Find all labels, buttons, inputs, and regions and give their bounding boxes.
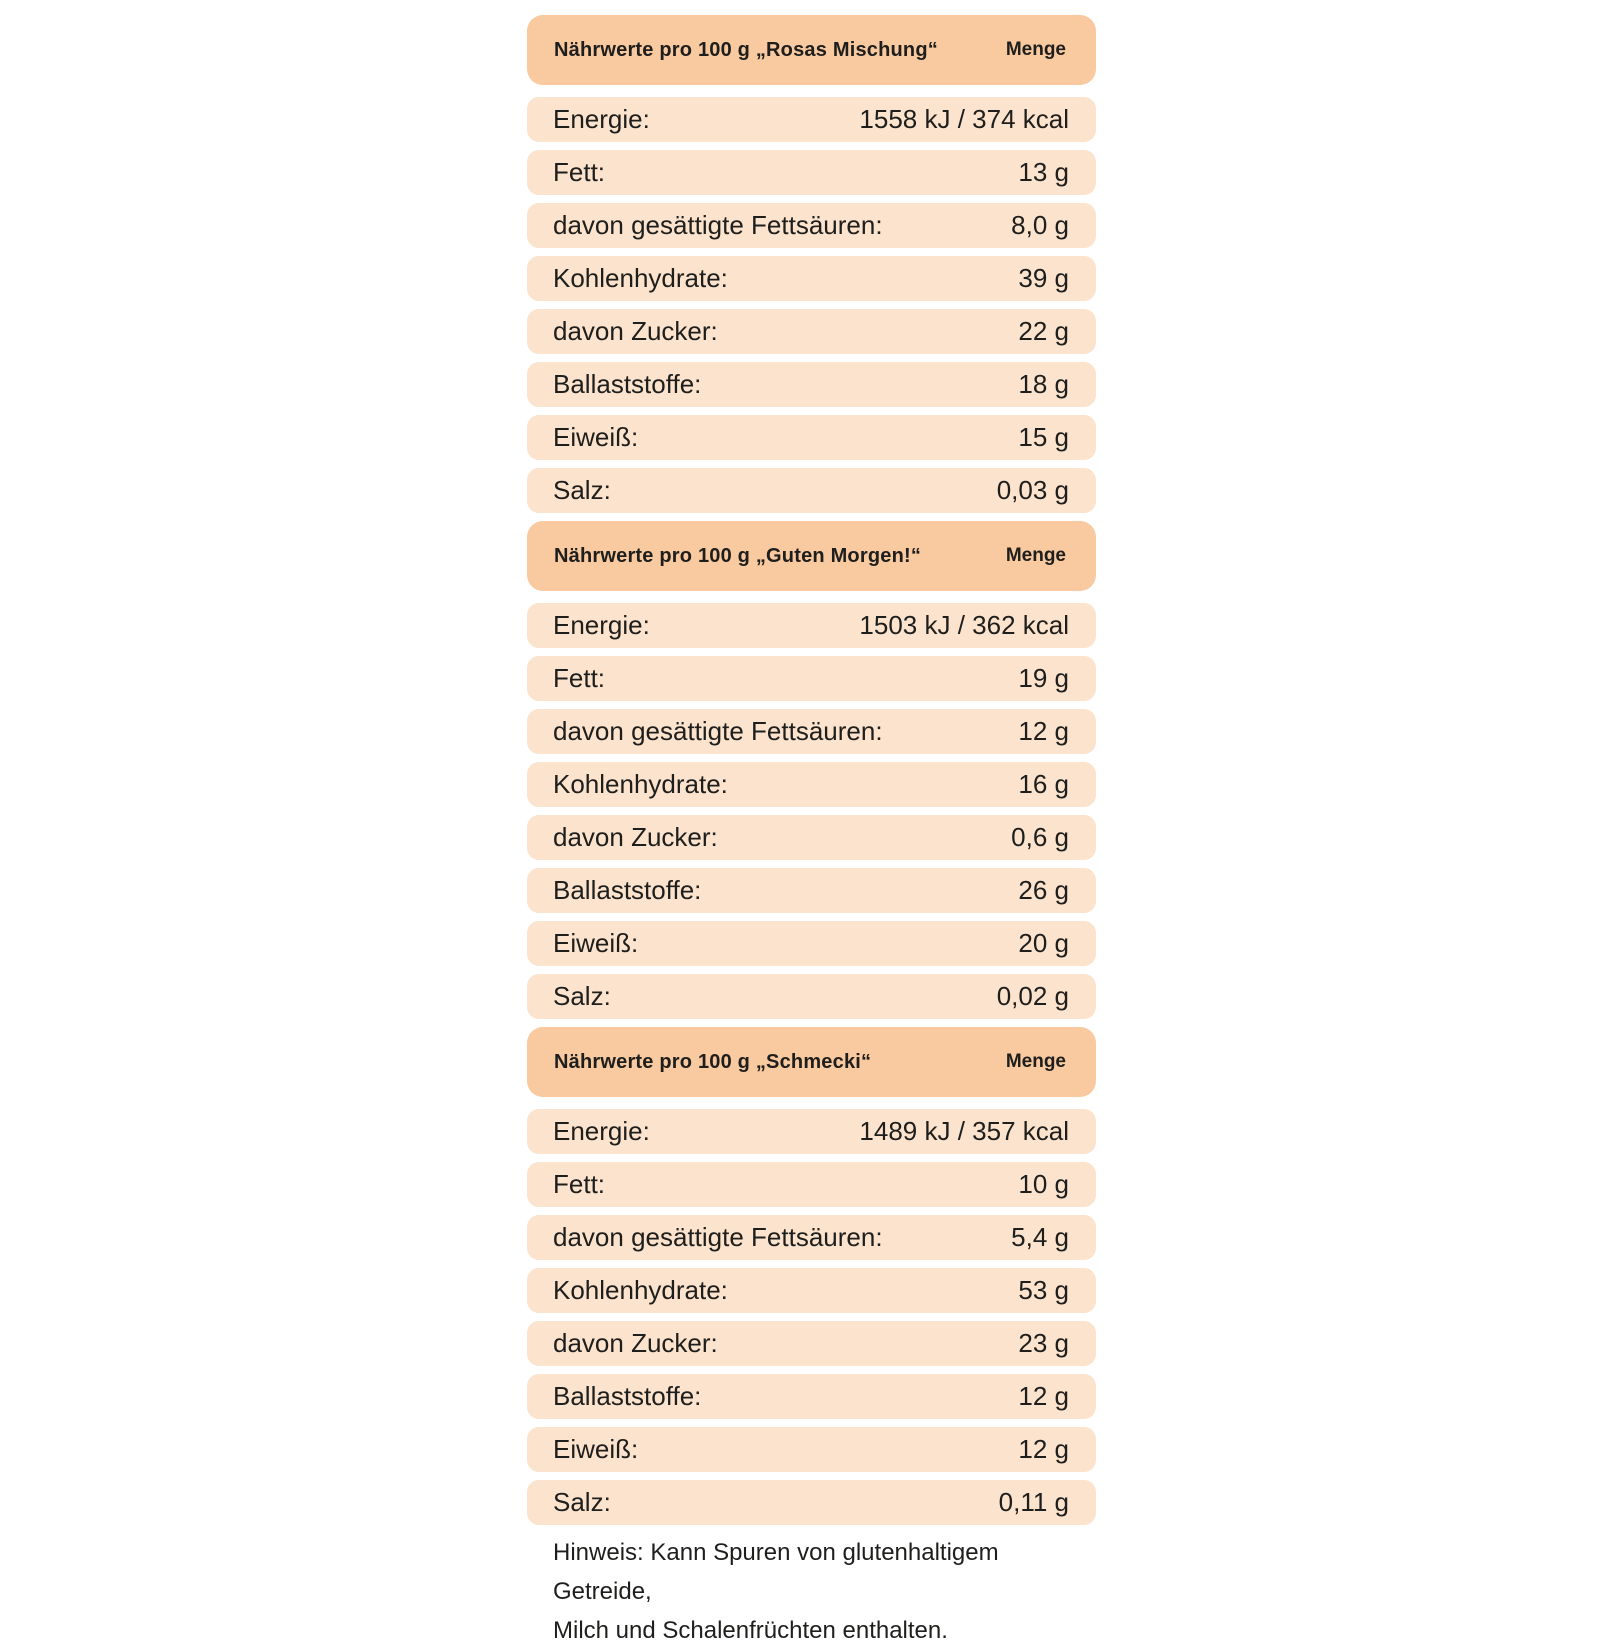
row-label: davon Zucker: — [553, 316, 718, 346]
table-header — [527, 15, 1096, 85]
row-value: 0,03 g — [996, 475, 1069, 505]
row-value: 20 g — [1018, 928, 1069, 958]
allergy-note — [527, 1533, 1096, 1650]
row-label: davon gesättigte Fettsäuren: — [553, 716, 883, 746]
allergy-note-line2: Milch und Schalenfrüchten enthalten. — [553, 1617, 948, 1644]
row-label: Eiweiß: — [553, 1434, 639, 1464]
allergy-note-line1: Hinweis: Kann Spuren von glutenhaltigem Getreide, — [553, 1539, 999, 1605]
table-row — [527, 203, 1096, 248]
row-label: Kohlenhydrate: — [553, 769, 728, 799]
table-row — [527, 1109, 1096, 1154]
row-value: 12 g — [1018, 1381, 1069, 1411]
row-value: 8,0 g — [1011, 210, 1069, 240]
row-label: Fett: — [553, 1169, 606, 1199]
row-label: Eiweiß: — [553, 928, 639, 958]
row-value: 0,6 g — [1011, 822, 1069, 852]
table-row — [527, 921, 1096, 966]
table-header — [527, 521, 1096, 591]
row-value: 0,11 g — [998, 1487, 1069, 1517]
table-header — [527, 1027, 1096, 1097]
row-value: 26 g — [1018, 875, 1069, 905]
row-value: 39 g — [1018, 263, 1069, 293]
table-title: Nährwerte pro 100 g „Schmecki“ — [554, 1050, 872, 1073]
row-label: Ballaststoffe: — [553, 369, 702, 399]
row-label: Eiweiß: — [553, 422, 639, 452]
row-label: davon gesättigte Fettsäuren: — [553, 210, 883, 240]
table-row — [527, 1427, 1096, 1472]
table-row — [527, 709, 1096, 754]
table-row — [527, 1162, 1096, 1207]
row-value: 18 g — [1018, 369, 1069, 399]
row-value: 0,02 g — [996, 981, 1069, 1011]
row-value: 19 g — [1018, 663, 1069, 693]
table-row — [527, 1268, 1096, 1313]
nutrition-table-rosas-mischung — [527, 15, 1096, 513]
table-row — [527, 868, 1096, 913]
table-row — [527, 656, 1096, 701]
row-label: davon gesättigte Fettsäuren: — [553, 1222, 883, 1252]
table-row — [527, 762, 1096, 807]
row-label: Ballaststoffe: — [553, 875, 702, 905]
table-row — [527, 603, 1096, 648]
table-row — [527, 1480, 1096, 1525]
row-value: 10 g — [1018, 1169, 1069, 1199]
nutrition-table-schmecki — [527, 1027, 1096, 1525]
row-label: Fett: — [553, 663, 606, 693]
amount-column-header: Menge — [1005, 545, 1066, 566]
table-title: Nährwerte pro 100 g „Rosas Mischung“ — [554, 38, 938, 61]
table-row — [527, 974, 1096, 1019]
row-value: 16 g — [1018, 769, 1069, 799]
table-row — [527, 150, 1096, 195]
table-title: Nährwerte pro 100 g „Guten Morgen!“ — [554, 544, 922, 567]
row-label: Kohlenhydrate: — [553, 263, 728, 293]
row-label: Salz: — [553, 1487, 611, 1517]
row-value: 53 g — [1018, 1275, 1069, 1305]
row-label: Energie: — [553, 610, 650, 640]
row-value: 13 g — [1018, 157, 1069, 187]
row-value: 15 g — [1018, 422, 1069, 452]
row-value: 12 g — [1018, 716, 1069, 746]
row-label: davon Zucker: — [553, 1328, 718, 1358]
nutrition-table-guten-morgen — [527, 521, 1096, 1019]
row-label: Salz: — [553, 475, 611, 505]
table-row — [527, 1215, 1096, 1260]
amount-column-header: Menge — [1005, 1051, 1066, 1072]
row-label: Energie: — [553, 1116, 650, 1146]
nutrition-label — [527, 15, 1096, 1650]
table-row — [527, 256, 1096, 301]
table-row — [527, 815, 1096, 860]
table-row — [527, 415, 1096, 460]
row-value: 22 g — [1018, 316, 1069, 346]
row-value: 1489 kJ / 357 kcal — [859, 1116, 1069, 1146]
row-value: 1503 kJ / 362 kcal — [859, 610, 1069, 640]
table-row — [527, 309, 1096, 354]
row-value: 12 g — [1018, 1434, 1069, 1464]
table-row — [527, 1321, 1096, 1366]
table-row — [527, 468, 1096, 513]
row-value: 23 g — [1018, 1328, 1069, 1358]
row-label: Fett: — [553, 157, 606, 187]
table-row — [527, 1374, 1096, 1419]
row-value: 5,4 g — [1011, 1222, 1069, 1252]
table-row — [527, 97, 1096, 142]
row-label: Ballaststoffe: — [553, 1381, 702, 1411]
row-label: Energie: — [553, 104, 650, 134]
row-label: Salz: — [553, 981, 611, 1011]
row-label: Kohlenhydrate: — [553, 1275, 728, 1305]
row-label: davon Zucker: — [553, 822, 718, 852]
amount-column-header: Menge — [1005, 39, 1066, 60]
row-value: 1558 kJ / 374 kcal — [859, 104, 1069, 134]
table-row — [527, 362, 1096, 407]
